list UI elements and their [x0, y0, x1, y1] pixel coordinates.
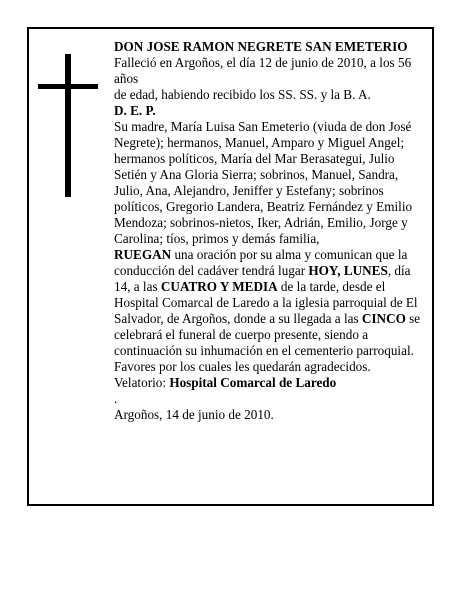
- cross-horizontal-bar: [38, 84, 98, 89]
- death-line-1: Falleció en Argoños, el día 12 de junio de 2010, a los 56 años: [114, 55, 412, 86]
- lunes-word: LUNES: [343, 263, 388, 278]
- deceased-name: DON JOSE RAMON NEGRETE SAN EMETERIO: [114, 39, 408, 54]
- family-paragraph: Su madre, María Luisa San Emeterio (viuda de don José Negrete); hermanos, Manuel, Amparo y Miguel Angel; hermanos políticos, María del Mar Berasategui, Julio Setién y Ana Gloria Sierra; sobrinos, Manuel, Sandra, Julio, Ana, Alejandro, Jeniffer y Estefany; sobrinos políticos, Gregorio Landera, Beatriz Fernández y Emilio Mendoza; sobrinos-nietos, Iker, Adrián, Emilio, Jorge y Carolina; tíos, primos y demás familia,: [114, 119, 413, 246]
- ceremony-text-1: una oración por su alma y comunican que la conducción del cadáver tendrá lugar: [114, 247, 408, 278]
- cinco-word: CINCO: [361, 311, 406, 326]
- ceremony-text-3: de la tarde, desde el Hospital Comarcal de Laredo a la iglesia parroquial de El Salvador, de Argoños, donde a su llegada a las: [114, 279, 418, 326]
- hoy-word: HOY: [308, 263, 338, 278]
- period-line: .: [114, 391, 118, 406]
- velatorio-place: Hospital Comarcal de Laredo: [169, 375, 337, 390]
- cross-vertical-bar: [65, 54, 71, 197]
- dep-heading: D. E. P.: [114, 103, 156, 118]
- comma-separator: ,: [337, 263, 344, 278]
- cross-icon: [38, 54, 98, 197]
- death-line-2: de edad, habiendo recibido los SS. SS. y la B. A.: [114, 87, 371, 102]
- place-date: Argoños, 14 de junio de 2010.: [114, 407, 274, 422]
- ceremony-paragraph: [114, 247, 424, 391]
- ceremony-text-4: se celebrará el funeral de cuerpo presente, siendo a continuación su inhumación en el cementerio parroquial. Favores por los cuales les quedarán agradecidos. Velatorio:: [114, 311, 421, 390]
- cuatro-y-media: CUATRO Y MEDIA: [160, 279, 278, 294]
- ruegan-word: RUEGAN: [114, 247, 172, 262]
- obituary-text: [114, 39, 424, 423]
- ceremony-text-2: , día 14, a las: [114, 263, 411, 294]
